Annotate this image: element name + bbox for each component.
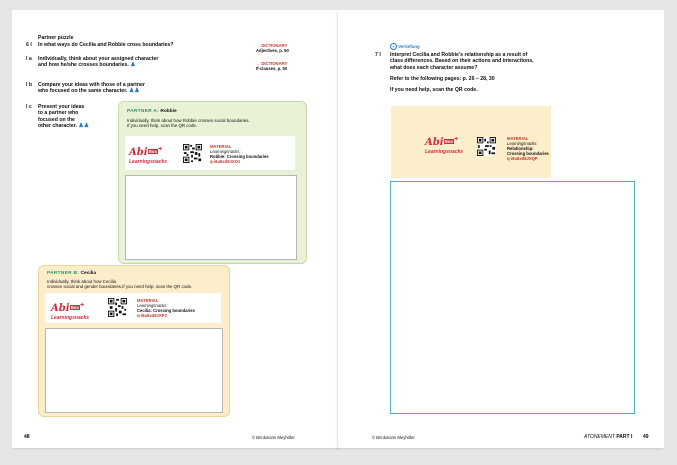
right-material (507, 136, 549, 161)
logo-abi: Abi (51, 303, 70, 314)
logo-box: Box (148, 149, 158, 154)
material-line-1: Learningsnacks: (507, 141, 538, 146)
material-code: q-i6u6xd8JXO1 (210, 159, 241, 164)
material-label: MATERIAL (137, 298, 159, 303)
vertiefung-plus-icon: + (390, 43, 397, 50)
step-c-line-4 (38, 123, 89, 129)
partner-b-material-card (45, 293, 221, 323)
abibox-logo (129, 142, 179, 167)
partner-b-line-1: Individually, think about how Cecilia (47, 279, 116, 284)
page-number-left: 48 (24, 434, 30, 440)
running-head (584, 434, 632, 440)
partner-b-tag: PARTNER B: (47, 271, 80, 276)
qr-code-icon[interactable] (183, 144, 202, 163)
individual-work-icon: ♟ (130, 62, 136, 69)
copyright-footer: © Brinkmann Meyhöfer (252, 435, 295, 440)
partner-b-material (137, 298, 195, 318)
logo-box: Box (70, 305, 80, 310)
step-b-line-2 (38, 88, 145, 94)
partner-a-title (127, 109, 177, 114)
page-reference: Refer to the following pages: p. 26 – 28, 30 (390, 76, 495, 82)
step-c-line-1: Present your ideas (38, 104, 85, 110)
dictionary-label: → DICTIONARY (256, 61, 288, 66)
qr-code-icon[interactable] (477, 137, 496, 156)
material-label: MATERIAL (210, 144, 232, 149)
task-7-number: 7 I (375, 52, 381, 58)
logo-box: Box (444, 139, 454, 144)
partner-b-line-2: crosses social and gender boundaries.If you need help, scan the QR code. (47, 284, 193, 290)
task-7-answer-area[interactable] (390, 181, 635, 414)
step-c-line-3: focused on the (38, 116, 75, 123)
pair-work-icon: ♟♟ (78, 123, 90, 130)
material-line-1: Learningsnacks: (137, 303, 168, 308)
step-b-text (38, 82, 145, 95)
partner-b-name: Cecilia (80, 271, 97, 276)
logo-abi: Abi (129, 147, 148, 158)
partner-a-material (210, 144, 269, 164)
task-7-line-2: class differences. Based on their actions and interactions, (390, 58, 534, 65)
step-b-line-1: Compare your ideas with those of a partner (38, 82, 145, 88)
logo-learningsnacks: Learningsnacks (51, 315, 90, 321)
task-6-number: 6 I (26, 42, 32, 48)
material-line-1: Learningsnacks: (210, 149, 241, 154)
partner-a-line-1: Individually, think about how Robbie crosses social boundaries. (127, 118, 250, 123)
material-line-2: Relationship: (507, 146, 534, 151)
running-head-title: ATONEMENT (584, 434, 615, 440)
step-c-text (38, 104, 89, 130)
material-label: MATERIAL (507, 136, 529, 141)
step-b-number: I b (26, 82, 33, 88)
task-6-text: In what ways do Cecilia and Robbie cross boundaries? (38, 42, 174, 48)
step-a-number: I a (26, 56, 32, 62)
vertiefung-label (390, 43, 420, 50)
logo-abi: Abi (425, 137, 444, 148)
material-panel (391, 106, 551, 178)
partner-a-name: Robbie (160, 109, 177, 114)
partner-a-line-2: If you need help, scan the QR code. (127, 123, 198, 129)
partner-b-answer-area[interactable] (45, 328, 223, 413)
task-7-text (390, 52, 534, 71)
dictionary-ref-2 (256, 61, 287, 71)
material-line-2: Robbie: Crossing boundaries (210, 154, 269, 159)
step-a-line-1: Individually, think about your assigned character (38, 56, 159, 62)
step-c-line-2: to a partner who (38, 110, 79, 117)
step-b-line-2-text: who focused on the same character. (38, 88, 128, 95)
help-note: If you need help, scan the QR code. (390, 87, 478, 93)
left-page (12, 10, 338, 448)
material-line-2: Cecilia: Crossing boundaries (137, 308, 195, 313)
running-head-part: PART I (616, 434, 633, 440)
partner-a-tag: PARTNER A: (127, 109, 160, 114)
logo-learningsnacks: Learningsnacks (129, 159, 168, 165)
section-heading: Partner puzzle (38, 35, 74, 41)
partner-b-title (47, 271, 96, 276)
partner-a-answer-area[interactable] (125, 175, 297, 260)
dictionary-entry: Adjectives, p. 50 (256, 48, 289, 53)
logo-learningsnacks: Learningsnacks (425, 149, 464, 155)
partner-a-instructions (127, 118, 250, 129)
step-a-line-2-text: and how he/she crosses boundaries. (38, 62, 129, 69)
dictionary-label: → DICTIONARY (256, 43, 288, 48)
dictionary-entry: If-clauses, p. 50 (256, 66, 288, 71)
vertiefung-text: Vertiefung (398, 44, 420, 49)
pair-work-icon: ♟♟ (128, 88, 140, 95)
task-7-line-1: Interpret Cecilia and Robbie's relationship as a result of (390, 52, 528, 58)
step-c-number: I c (26, 104, 32, 110)
dictionary-ref-1 (256, 43, 289, 53)
material-line-3: Crossing boundaries (507, 151, 549, 156)
right-page (338, 10, 664, 448)
qr-code-icon[interactable] (108, 298, 127, 317)
logo-plus: + (80, 302, 85, 309)
abibox-logo (425, 132, 475, 157)
partner-a-material-card (125, 136, 295, 170)
step-a-line-2 (38, 62, 158, 68)
logo-plus: + (158, 146, 163, 153)
page-number-right: 49 (643, 434, 649, 440)
material-code: q-i6u6xd8JXP3 (137, 313, 167, 318)
partner-b-box (38, 265, 230, 417)
step-a-text (38, 56, 158, 69)
partner-a-box (118, 101, 307, 264)
partner-b-instructions (47, 279, 192, 290)
task-7-line-3: what does each character assume? (390, 64, 478, 71)
logo-plus: + (454, 136, 459, 143)
step-c-line-4-text: other character. (38, 123, 77, 130)
copyright-footer: © Brinkmann Meyhöfer (372, 435, 415, 440)
material-code: q-i6u6xd8JXQP (507, 156, 538, 161)
abibox-logo (51, 298, 101, 323)
